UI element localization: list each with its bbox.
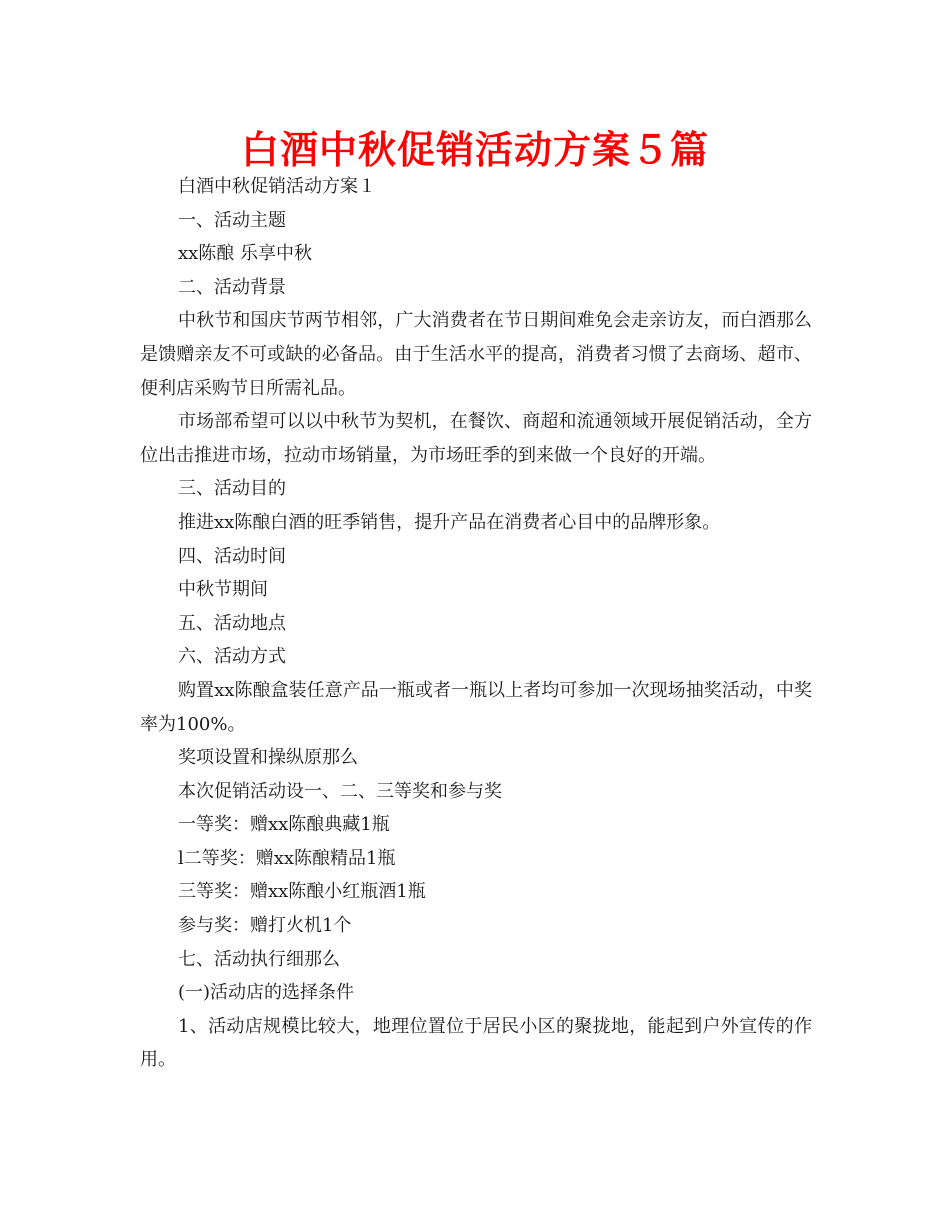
document-body [140,170,812,1077]
prize-item: 三等奖：赠xx陈酿小红瓶酒1瓶 [178,881,426,903]
section-heading: 五、活动地点 [178,612,286,634]
paragraph: 1、活动店规模比较大，地理位置位于居民小区的聚拢地，能起到户外宣传的作用。 [140,1015,812,1071]
paragraph: 购置xx陈酿盒装任意产品一瓶或者一瓶以上者均可参加一次现场抽奖活动，中奖率为100%。 [140,679,812,735]
prize-item: 参与奖：赠打火机1个 [178,915,352,937]
section-heading: 三、活动目的 [178,478,286,500]
prize-item: l二等奖：赠xx陈酿精品1瓶 [178,847,396,869]
section-heading: 四、活动时间 [178,545,286,567]
paragraph: 奖项设置和操纵原那么 [178,747,358,769]
section-heading: 七、活动执行细那么 [178,948,340,970]
section-heading: 一、活动主题 [178,209,286,231]
paragraph: 白酒中秋促销活动方案１ [178,176,376,197]
paragraph: 市场部希望可以以中秋节为契机，在餐饮、商超和流通领域开展促销活动，全方位出击推进市场，拉动市场销量，为市场旺季的到来做一个良好的开端。 [140,411,812,466]
paragraph: 推进xx陈酿白酒的旺季销售，提升产品在消费者心目中的品牌形象。 [178,511,721,533]
subsection-heading: (一)活动店的选择条件 [178,982,355,1004]
prize-item: 一等奖：赠xx陈酿典藏1瓶 [178,814,390,836]
section-heading: 二、活动背景 [178,276,286,298]
paragraph: 中秋节期间 [178,579,268,601]
document-title: 白酒中秋促销活动方案５篇 [240,128,709,172]
section-heading: 六、活动方式 [178,646,286,668]
paragraph: 本次促销活动设一、二、三等奖和参与奖 [178,780,502,802]
paragraph: xx陈酿 乐享中秋 [178,243,313,265]
paragraph: 中秋节和国庆节两节相邻，广大消费者在节日期间难免会走亲访友，而白酒那么是馈赠亲友不可或缺的必备品。由于生活水平的提高，消费者习惯了去商场、超市、便利店采购节日所需礼品。 [140,310,812,399]
